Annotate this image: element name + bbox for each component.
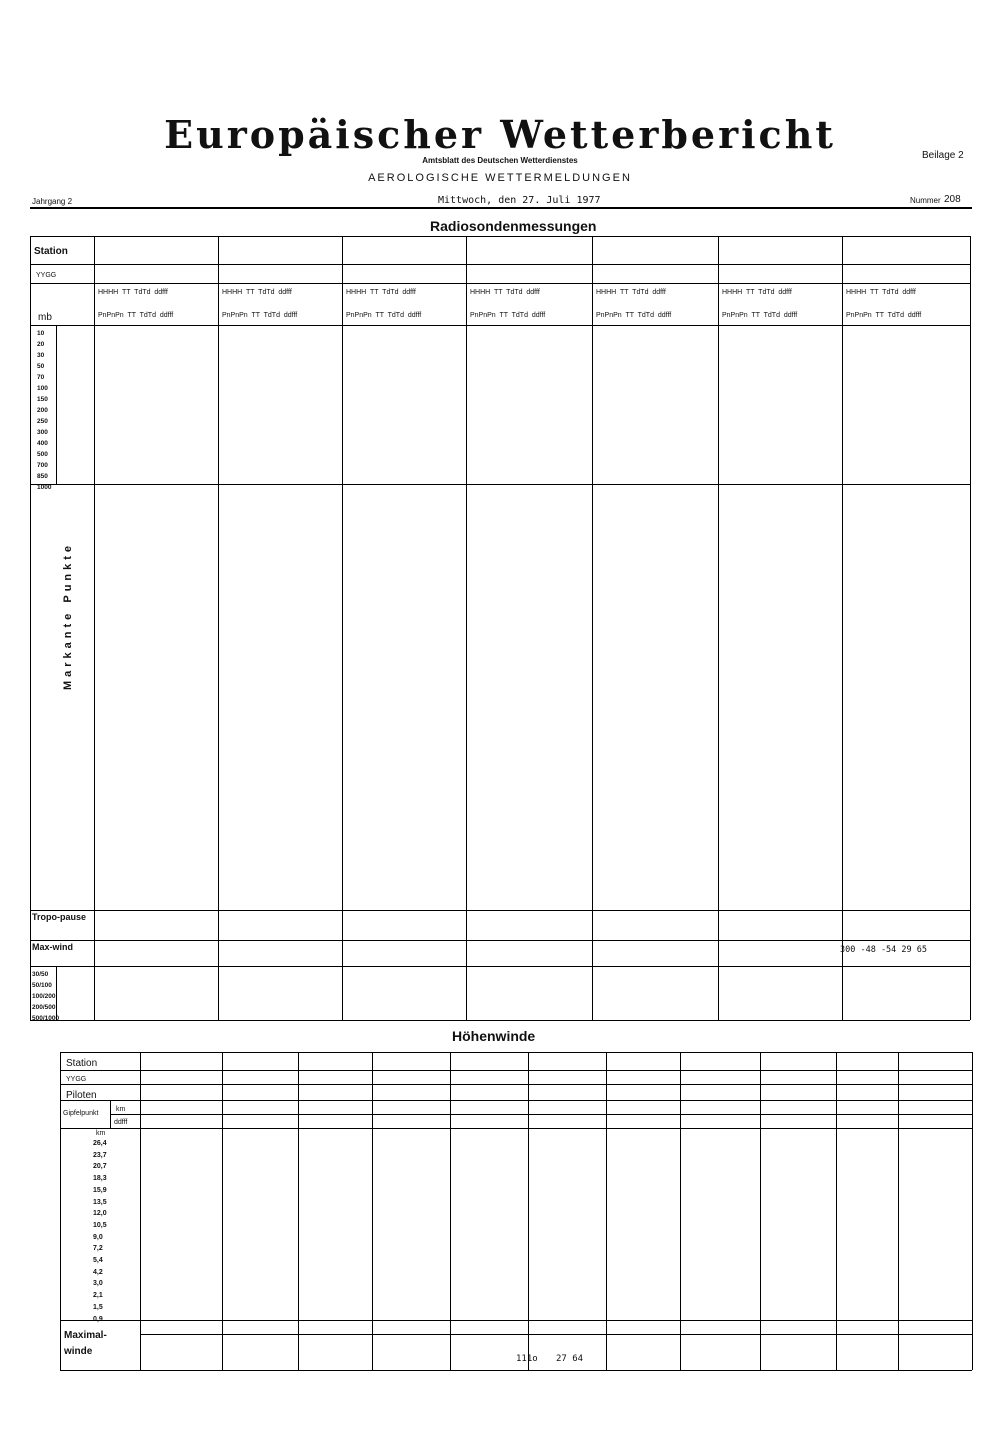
winds-vline	[898, 1052, 899, 1370]
maximalwinde-label: Maximal-winde	[64, 1330, 107, 1357]
sonde-hline	[30, 966, 970, 967]
sonde-vline	[718, 236, 719, 1020]
col-header-bottom-4: PnPnPn TT TdTd ddfff	[596, 312, 672, 319]
pressure-levels: 10 20 30 50 70 100 150 200 250 300 400 500 700 850 1000	[37, 330, 52, 491]
winds-vline	[760, 1052, 761, 1370]
winds-station-label: Station	[66, 1058, 98, 1069]
markante-punkte-label: Markante Punkte	[62, 541, 74, 690]
subtitle: Amtsblatt des Deutschen Wetterdienstes	[422, 156, 578, 165]
winds-vline	[140, 1052, 141, 1370]
level-col-sep	[56, 325, 57, 484]
winds-vline	[222, 1052, 223, 1370]
gipfel-km-label: km	[116, 1106, 126, 1113]
section-title: AEROLOGISCHE WETTERMELDUNGEN	[368, 172, 632, 184]
sonde-hline	[30, 283, 970, 284]
nummer-value: 208	[944, 194, 961, 205]
winds-heading: Höhenwinde	[452, 1028, 536, 1044]
nummer-label: Nummer	[910, 196, 941, 205]
col-header-top-5: HHHH TT TdTd ddfff	[722, 289, 792, 296]
sonde-vline	[218, 236, 219, 1020]
winds-hline	[60, 1370, 972, 1371]
sonde-vline	[94, 236, 95, 1020]
winds-vline	[836, 1052, 837, 1370]
col-header-top-6: HHHH TT TdTd ddfff	[846, 289, 916, 296]
winds-yygg-label: YYGG	[66, 1076, 87, 1083]
sonde-hline	[30, 940, 970, 941]
maxwind-hdr-line	[140, 1334, 972, 1335]
sonde-vline	[342, 236, 343, 1020]
km-column-label: km	[96, 1130, 106, 1137]
winds-vline	[680, 1052, 681, 1370]
sonde-vline	[30, 236, 31, 1020]
gipfel-split	[110, 1114, 972, 1115]
winds-vline	[972, 1052, 973, 1370]
sonde-hline	[30, 1020, 970, 1021]
col-header-bottom-2: PnPnPn TT TdTd ddfff	[346, 312, 422, 319]
mb-label: mb	[38, 312, 52, 323]
jahrgang: Jahrgang 2	[32, 197, 73, 206]
beilage: Beilage 2	[922, 150, 964, 161]
sonde-vline	[970, 236, 971, 1020]
layer-col-sep	[56, 966, 57, 1020]
station-label: Station	[34, 246, 68, 257]
sonde-vline	[592, 236, 593, 1020]
wind-levels: 26,4 23,7 20,7 18,3 15,9 13,5 12,0 10,5 9,0 7,2 5,4 4,2 3,0 2,1 1,5 0,9	[93, 1140, 107, 1323]
layer-labels: 30/50 50/100 100/200 200/500 500/1000	[32, 971, 60, 1022]
col-header-top-1: HHHH TT TdTd ddfff	[222, 289, 292, 296]
issue-date: Mittwoch, den 27. Juli 1977	[438, 195, 601, 206]
winds-vline	[372, 1052, 373, 1370]
gipfel-label-sep	[110, 1100, 111, 1128]
gipfelpunkt-label: Gipfelpunkt	[63, 1110, 99, 1117]
maxwind-ddfff: 27 64	[556, 1354, 584, 1364]
winds-vline	[60, 1052, 61, 1370]
col-header-top-0: HHHH TT TdTd ddfff	[98, 289, 168, 296]
sonde-hline	[30, 325, 970, 326]
col-header-bottom-3: PnPnPn TT TdTd ddfff	[470, 312, 546, 319]
gipfel-ddfff-label: ddfff	[114, 1119, 128, 1126]
yygg-label: YYGG	[36, 272, 57, 279]
tropopause-label: Tropo-pause	[32, 912, 87, 922]
sonde-hline	[30, 236, 970, 237]
col-header-bottom-1: PnPnPn TT TdTd ddfff	[222, 312, 298, 319]
winds-vline	[298, 1052, 299, 1370]
col-header-top-2: HHHH TT TdTd ddfff	[346, 289, 416, 296]
hannover-maxwind: 300 -48 -54 29 65	[840, 945, 927, 955]
header-rule	[30, 207, 972, 209]
sonde-hline	[30, 484, 970, 485]
col-header-bottom-6: PnPnPn TT TdTd ddfff	[846, 312, 922, 319]
col-header-bottom-5: PnPnPn TT TdTd ddfff	[722, 312, 798, 319]
page-title: Europäischer Wetterbericht	[164, 112, 836, 157]
col-header-bottom-0: PnPnPn TT TdTd ddfff	[98, 312, 174, 319]
sonde-hline	[30, 264, 970, 265]
sonde-hline	[30, 910, 970, 911]
col-header-top-4: HHHH TT TdTd ddfff	[596, 289, 666, 296]
maxwind-label: Max-wind	[32, 942, 74, 952]
sonde-vline	[466, 236, 467, 1020]
sonde-vline	[842, 236, 843, 1020]
winds-vline	[606, 1052, 607, 1370]
winds-vline	[450, 1052, 451, 1370]
sonde-heading: Radiosondenmessungen	[430, 218, 597, 234]
col-header-top-3: HHHH TT TdTd ddfff	[470, 289, 540, 296]
piloten-label: Piloten	[66, 1090, 97, 1101]
maxwind-hhhh: 111o	[516, 1354, 538, 1364]
winds-vline	[528, 1052, 529, 1370]
